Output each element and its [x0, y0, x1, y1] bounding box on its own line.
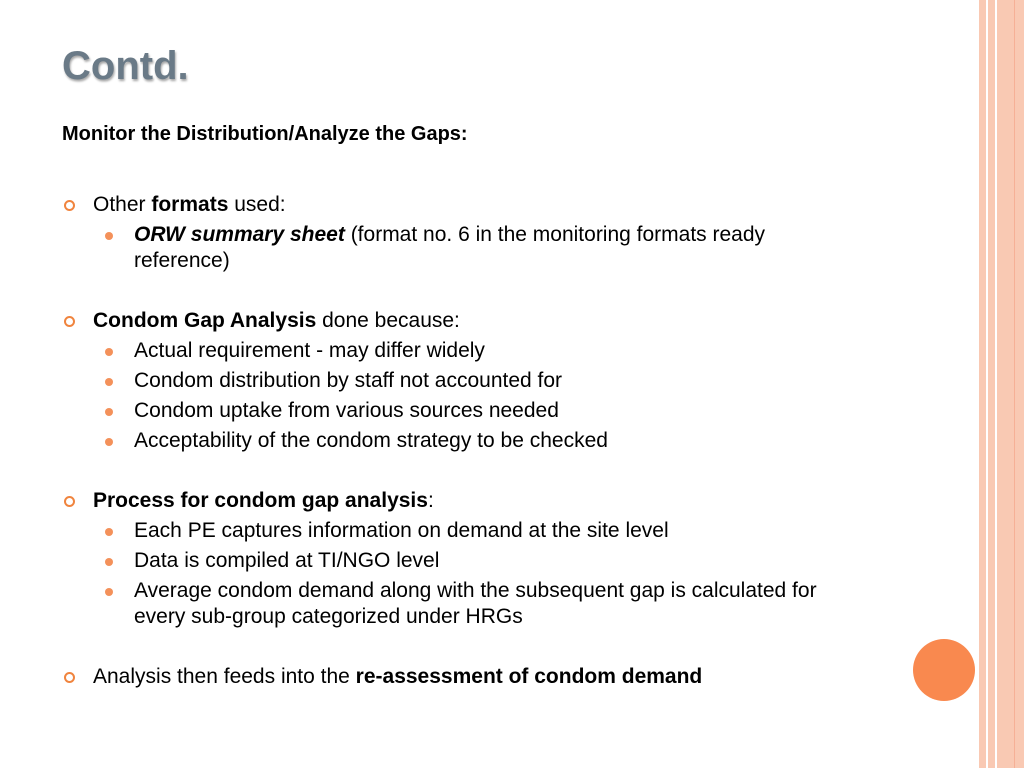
- sub-bullet-text: Data is compiled at TI/NGO level: [134, 549, 440, 572]
- bullet-text-post: used:: [228, 193, 286, 216]
- dot-bullet-icon: [105, 528, 113, 536]
- dot-bullet-icon: [105, 438, 113, 446]
- bullet-text-bold: Condom Gap Analysis: [93, 309, 317, 332]
- bullet-formats: [62, 192, 862, 218]
- sub-bullet-text: Condom distribution by staff not accounted for: [134, 369, 563, 392]
- dot-bullet-icon: [105, 588, 113, 596]
- ring-bullet-icon: [64, 496, 75, 507]
- bullet-analysis: [62, 664, 862, 690]
- sub-bullet-bold-italic: ORW summary sheet: [134, 223, 345, 246]
- bullet-condom-gap-analysis: [62, 308, 862, 334]
- sub-bullet: [62, 428, 862, 454]
- bullet-text-pre: Other: [93, 193, 152, 216]
- sub-bullet: [62, 338, 862, 364]
- sub-bullet: [62, 518, 862, 544]
- dot-bullet-icon: [105, 408, 113, 416]
- bullet-text-bold: formats: [151, 193, 229, 216]
- dot-bullet-icon: [105, 348, 113, 356]
- dot-bullet-icon: [105, 232, 113, 240]
- decorative-stripe: [988, 0, 995, 768]
- bullet-text-post: done because:: [316, 309, 460, 332]
- slide-subtitle: Monitor the Distribution/Analyze the Gaps:: [62, 123, 468, 145]
- sub-bullet: [62, 548, 862, 574]
- decorative-stripe: [997, 0, 1024, 768]
- ring-bullet-icon: [64, 200, 75, 211]
- sub-bullet: [62, 368, 862, 394]
- decorative-circle: [913, 639, 975, 701]
- bullet-text-bold: re-assessment of condom demand: [355, 665, 703, 688]
- sub-bullet-text: Each PE captures information on demand at the site level: [134, 519, 669, 542]
- bullet-process: [62, 488, 862, 514]
- bullet-text-post: :: [427, 489, 434, 512]
- bullet-text-bold: Process for condom gap analysis: [93, 489, 428, 512]
- sub-bullet-text: Condom uptake from various sources needed: [134, 399, 559, 422]
- sub-bullet-text: (format no. 6 in the monitoring formats ready reference): [134, 223, 766, 272]
- ring-bullet-icon: [64, 672, 75, 683]
- decorative-stripe-line: [1014, 0, 1015, 768]
- dot-bullet-icon: [105, 378, 113, 386]
- bullet-text-pre: Analysis then feeds into the: [93, 665, 356, 688]
- slide-body: [62, 192, 862, 690]
- sub-bullet-text: Average condom demand along with the subsequent gap is calculated for every sub-group categorized under HRGs: [134, 579, 817, 628]
- sub-bullet-orw: [62, 222, 862, 274]
- decorative-stripe: [979, 0, 986, 768]
- ring-bullet-icon: [64, 316, 75, 327]
- sub-bullet: [62, 398, 862, 424]
- sub-bullet: [62, 578, 862, 630]
- slide-title: Contd.: [62, 44, 189, 88]
- sub-bullet-text: Actual requirement - may differ widely: [134, 339, 485, 362]
- dot-bullet-icon: [105, 558, 113, 566]
- sub-bullet-text: Acceptability of the condom strategy to be checked: [134, 429, 608, 452]
